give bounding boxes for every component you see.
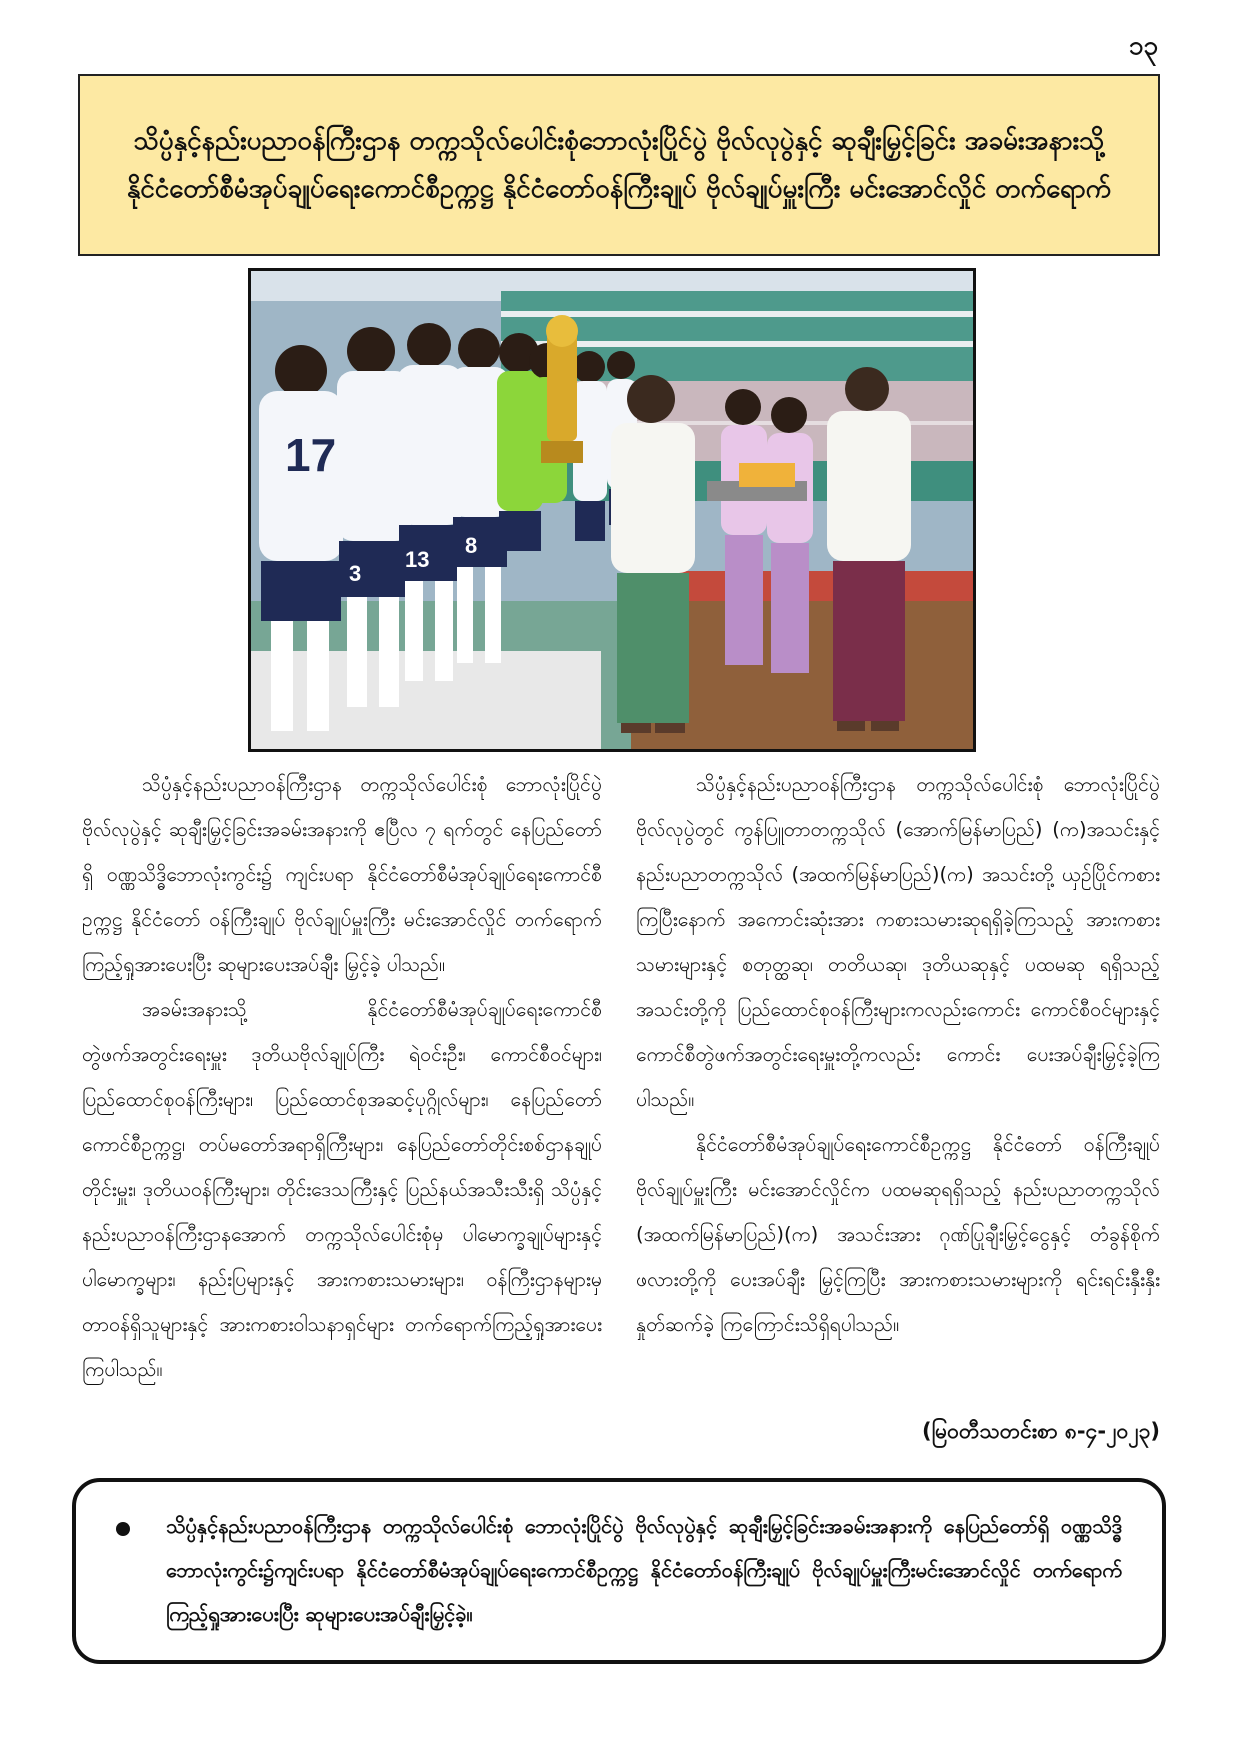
- right-column: [636, 762, 1160, 1347]
- jersey-number-2: 3: [349, 561, 362, 586]
- left-paragraph-2: အခမ်းအနားသို့ နိုင်ငံတော်စီမံအုပ်ချုပ်ရေးကောင်စီ တွဲဖက်အတွင်းရေးမှူး ဒုတိယဗိုလ်ချုပ်ကြီး ရဲဝင်းဦး၊ ကောင်စီဝင်များ၊ ပြည်ထောင်စုဝန်ကြီးများ၊ ပြည်ထောင်စုအဆင့်ပုဂ္ဂိုလ်များ၊ နေပြည်တော်ကောင်စီဥက္ကဋ္ဌ၊ တပ်မတော်အရာရှိကြီးများ၊ နေပြည်တော်တိုင်းစစ်ဌာနချုပ်တိုင်းမှူး၊ ဒုတိယဝန်ကြီးများ၊ တိုင်းဒေသကြီးနှင့် ပြည်နယ်အသီးသီးရှိ သိပ္ပံနှင့်နည်းပညာဝန်ကြီးဌာနအောက် တက္ကသိုလ်ပေါင်းစုံမှ ပါမောက္ခချုပ်များနှင့် ပါမောက္ခများ၊ နည်းပြများနှင့် အားကစားသမားများ၊ ဝန်ကြီးဌာနများမှ တာဝန်ရှိသူများနှင့် အားကစားဝါသနာရှင်များ တက်ရောက်ကြည့်ရှုအားပေးကြပါသည်။: [82, 998, 602, 1381]
- left-column: [82, 762, 602, 1392]
- headline: သိပ္ပံနှင့်နည်းပညာဝန်ကြီးဌာန တက္ကသိုလ်ပေါင်းစုံဘောလုံးပြိုင်ပွဲ ဗိုလ်လုပွဲနှင့် ဆုချီးမြှင့်ခြင်း အခမ်းအနားသို့ နိုင်ငံတော်စီမံအုပ်ချုပ်ရေးကောင်စီဥက္ကဋ္ဌ နိုင်ငံတော်ဝန်ကြီးချုပ် ဗိုလ်ချုပ်မှူးကြီး မင်းအောင်လှိုင် တက်ရောက်: [126, 126, 1112, 204]
- jersey-number-3: 13: [405, 547, 430, 572]
- page-number: ၁၃: [1128, 31, 1158, 61]
- summary-box: [72, 1478, 1166, 1664]
- summary-text: သိပ္ပံနှင့်နည်းပညာဝန်ကြီးဌာန တက္ကသိုလ်ပေါင်းစုံ ဘောလုံးပြိုင်ပွဲ ဗိုလ်လုပွဲနှင့် ဆုချီးမြှင့်ခြင်းအခမ်းအနားကို နေပြည်တော်ရှိ ဝဏ္ဏသိဒ္ဓိဘောလုံးကွင်း၌ကျင်းပရာ နိုင်ငံတော်စီမံအုပ်ချုပ်ရေးကောင်စီဥက္ကဋ္ဌ နိုင်ငံတော်ဝန်ကြီးချုပ် ဗိုလ်ချုပ်မှူးကြီးမင်းအောင်လှိုင် တက်ရောက်ကြည့်ရှုအားပေးပြီး ဆုများပေးအပ်ချီးမြှင့်ခဲ့။: [166, 1514, 1122, 1626]
- source-citation: (မြဝတီသတင်းစာ ၈-၄-၂၀၂၃): [922, 1419, 1160, 1443]
- headline-box: [78, 74, 1160, 256]
- bullet-icon: [116, 1522, 130, 1536]
- jersey-number-4: 8: [465, 533, 478, 558]
- presenter-group: [611, 375, 695, 733]
- ceremony-photo: [248, 268, 976, 752]
- right-paragraph-1: သိပ္ပံနှင့်နည်းပညာဝန်ကြီးဌာန တက္ကသိုလ်ပေါင်းစုံ ဘောလုံးပြိုင်ပွဲ ဗိုလ်လုပွဲတွင် ကွန်ပြူတာတက္ကသိုလ် (အောက်မြန်မာပြည်) (က)အသင်းနှင့် နည်းပညာတက္ကသိုလ် (အထက်မြန်မာပြည်)(က) အသင်းတို့ ယှဉ်ပြိုင်ကစားကြပြီးနောက် အကောင်းဆုံးအား ကစားသမားဆုရရှိခဲ့ကြသည့် အားကစား သမားများနှင့် စတုတ္ထဆု၊ တတိယဆု၊ ဒုတိယဆုနှင့် ပထမဆု ရရှိသည့်အသင်းတို့ကို ပြည်ထောင်စုဝန်ကြီးများကလည်းကောင်း ကောင်စီဝင်များနှင့် ကောင်စီတွဲဖက်အတွင်းရေးမှူးတို့ကလည်း ကောင်း ပေးအပ်ချီးမြှင့်ခဲ့ကြပါသည်။: [636, 773, 1160, 1111]
- left-paragraph-1: သိပ္ပံနှင့်နည်းပညာဝန်ကြီးဌာန တက္ကသိုလ်ပေါင်းစုံ ဘောလုံးပြိုင်ပွဲ ဗိုလ်လုပွဲနှင့် ဆုချီးမြှင့်ခြင်းအခမ်းအနားကို ဧပြီလ ၇ ရက်တွင် နေပြည်တော်ရှိ ဝဏ္ဏသိဒ္ဓိဘောလုံးကွင်း၌ ကျင်းပရာ နိုင်ငံတော်စီမံအုပ်ချုပ်ရေးကောင်စီဥက္ကဋ္ဌ နိုင်ငံတော် ဝန်ကြီးချုပ် ဗိုလ်ချုပ်မှူးကြီး မင်းအောင်လှိုင် တက်ရောက် ကြည့်ရှုအားပေးပြီး ဆုများပေးအပ်ချီး မြှင့်ခဲ့ ပါသည်။: [82, 773, 602, 976]
- official-group: [827, 367, 911, 731]
- right-paragraph-2: နိုင်ငံတော်စီမံအုပ်ချုပ်ရေးကောင်စီဥက္ကဋ္ဌ နိုင်ငံတော် ဝန်ကြီးချုပ် ဗိုလ်ချုပ်မှူးကြီး မင်းအောင်လှိုင်က ပထမဆုရရှိသည့် နည်းပညာတက္ကသိုလ် (အထက်မြန်မာပြည်)(က) အသင်းအား ဂုဏ်ပြုချီးမြှင့်ငွေနှင့် တံခွန်စိုက်ဖလားတို့ကို ပေးအပ်ချီး မြှင့်ကြပြီး အားကစားသမားများကို ရင်းရင်းနှီးနှီး နှုတ်ဆက်ခဲ့ ကြကြောင်းသိရှိရပါသည်။: [636, 1133, 1160, 1336]
- jersey-number-1: 17: [285, 429, 337, 481]
